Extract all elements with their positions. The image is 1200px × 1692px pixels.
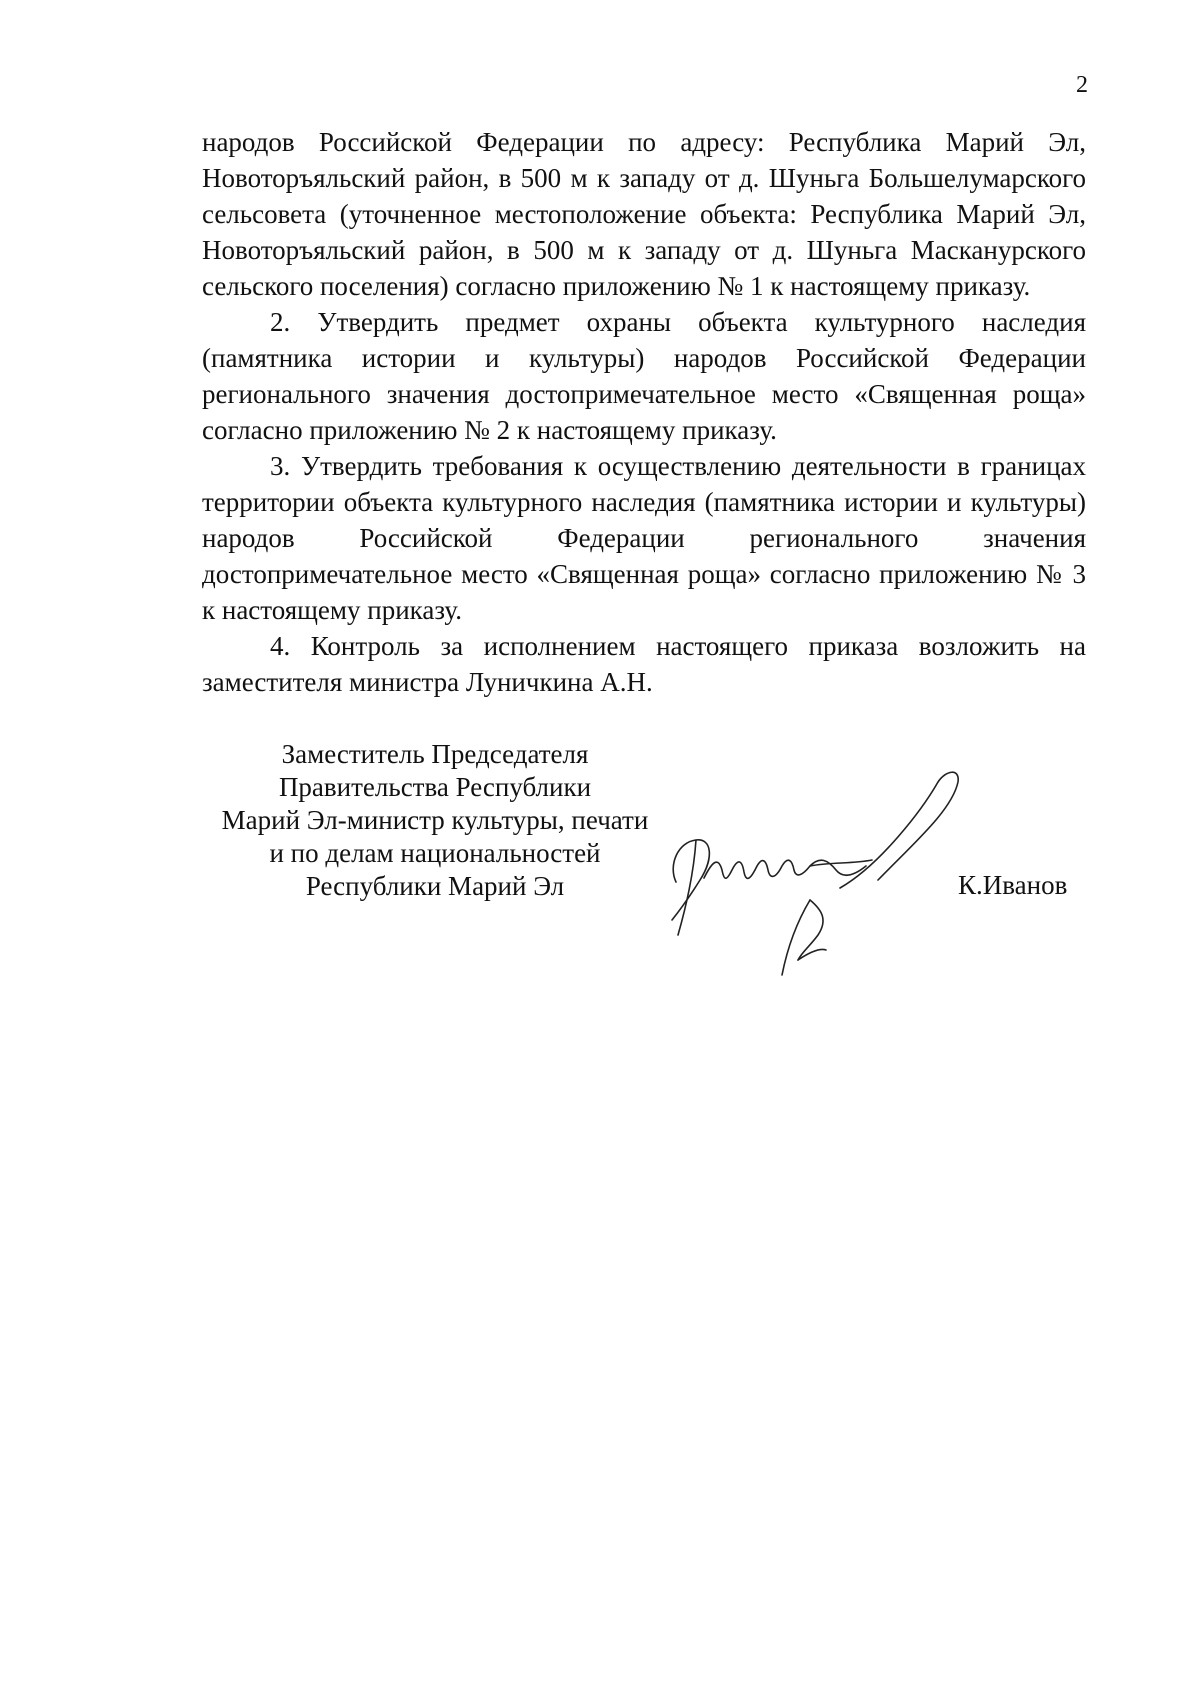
signatory-title <box>205 738 665 903</box>
page-number: 2 <box>1076 72 1088 98</box>
signatory-name: К.Иванов <box>958 870 1068 900</box>
document-body <box>202 124 1086 700</box>
signatory-title-line: и по делам национальностей <box>269 838 601 868</box>
paragraph-item-2: 2. Утвердить предмет охраны объекта культурного наследия (памятника истории и культуры) народов Российской Федерации регионального значения достопримечательное место «Священная роща» согласно приложению № 2 к настоящему приказу. <box>202 307 1086 445</box>
signatory-title-line: Заместитель Председателя <box>281 739 589 769</box>
signatory-title-line: Правительства Республики <box>278 772 592 802</box>
paragraph-item-3: 3. Утвердить требования к осуществлению деятельности в границах территории объекта культурного наследия (памятника истории и культуры) народов Российской Федерации регионального значения достопримечательное место «Священная роща» согласно приложению № 3 к настоящему приказу. <box>202 451 1086 625</box>
paragraph-continuation: народов Российской Федерации по адресу: Республика Марий Эл, Новоторъяльский район, в 500 м к западу от д. Шуньга Большелумарского сельсовета (уточненное местоположение объекта: Республика Марий Эл, Новоторъяльский район, в 500 м к западу от д. Шуньга Масканурского сельского поселения) согласно приложению № 1 к настоящему приказу. <box>202 127 1086 301</box>
signatory-title-line: Республики Марий Эл <box>305 871 565 901</box>
paragraph-item-4: 4. Контроль за исполнением настоящего приказа возложить на заместителя министра Луничкина А.Н. <box>202 631 1086 697</box>
signatory-title-line: Марий Эл-министр культуры, печати <box>221 805 649 835</box>
